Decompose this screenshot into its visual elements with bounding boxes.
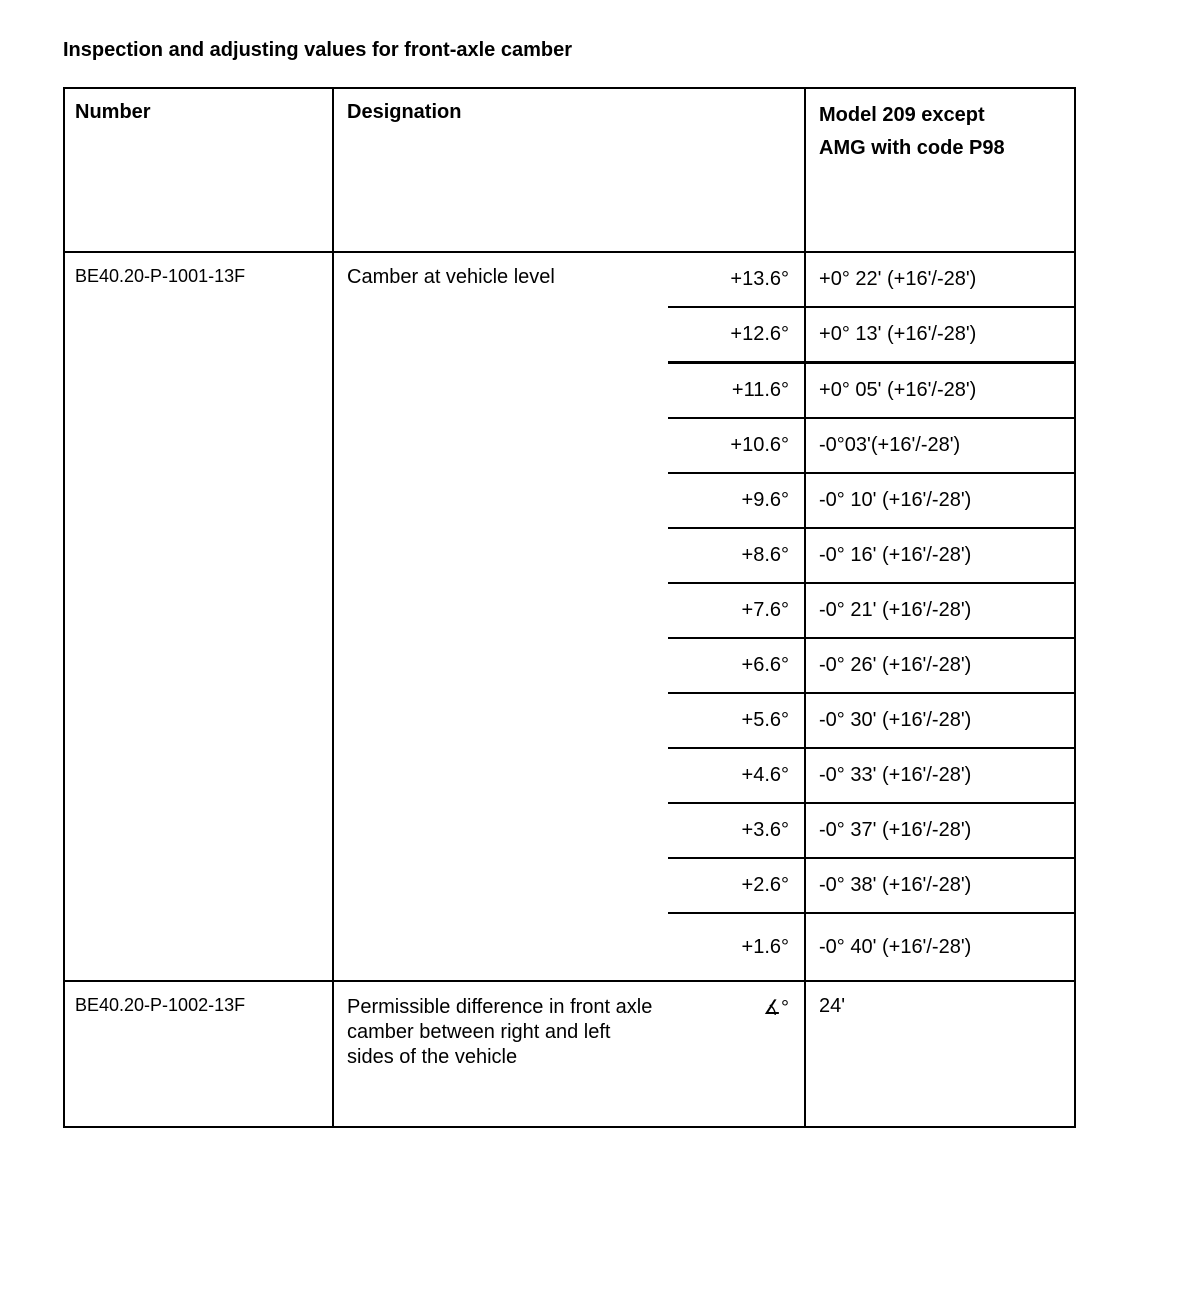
angle-cell: +11.6° — [668, 363, 805, 419]
value-cell: -0° 30' (+16'/-28') — [805, 693, 1075, 748]
value-cell: -0° 26' (+16'/-28') — [805, 638, 1075, 693]
angle-cell: +6.6° — [668, 638, 805, 693]
table-row — [64, 981, 1075, 1127]
row2-number: BE40.20-P-1002-13F — [64, 981, 333, 1127]
camber-table — [63, 87, 1076, 1128]
angle-cell: +5.6° — [668, 693, 805, 748]
value-cell: -0° 33' (+16'/-28') — [805, 748, 1075, 803]
angle-cell: +7.6° — [668, 583, 805, 638]
angle-cell: +8.6° — [668, 528, 805, 583]
value-cell: -0° 10' (+16'/-28') — [805, 473, 1075, 528]
angle-cell: +10.6° — [668, 418, 805, 473]
table-header-row — [64, 88, 1075, 252]
row1-number: BE40.20-P-1001-13F — [64, 252, 333, 981]
row2-designation: Permissible difference in front axle camber between right and left sides of the vehicle — [333, 981, 668, 1127]
header-model-line2: AMG with code P98 — [819, 137, 1005, 159]
angle-cell: +12.6° — [668, 307, 805, 363]
table-row — [64, 252, 1075, 307]
angle-cell: +13.6° — [668, 252, 805, 307]
value-cell: -0° 38' (+16'/-28') — [805, 858, 1075, 913]
row2-value: 24' — [805, 981, 1075, 1127]
angle-cell: +2.6° — [668, 858, 805, 913]
value-cell: -0° 16' (+16'/-28') — [805, 528, 1075, 583]
angle-cell: +3.6° — [668, 803, 805, 858]
angle-cell: +4.6° — [668, 748, 805, 803]
value-cell: -0°03'(+16'/-28') — [805, 418, 1075, 473]
angle-cell: +1.6° — [668, 913, 805, 981]
header-designation: Designation — [333, 88, 805, 252]
value-cell: -0° 40' (+16'/-28') — [805, 913, 1075, 981]
value-cell: +0° 22' (+16'/-28') — [805, 252, 1075, 307]
header-model-line1: Model 209 except — [819, 104, 985, 126]
value-cell: -0° 21' (+16'/-28') — [805, 583, 1075, 638]
angle-cell: +9.6° — [668, 473, 805, 528]
row1-designation: Camber at vehicle level — [333, 252, 668, 981]
header-model — [805, 88, 1075, 252]
value-cell: +0° 13' (+16'/-28') — [805, 307, 1075, 363]
header-number: Number — [64, 88, 333, 252]
value-cell: +0° 05' (+16'/-28') — [805, 363, 1075, 419]
page-title: Inspection and adjusting values for front-axle camber — [63, 39, 572, 61]
value-cell: -0° 37' (+16'/-28') — [805, 803, 1075, 858]
angle-symbol: ∡° — [668, 981, 805, 1127]
